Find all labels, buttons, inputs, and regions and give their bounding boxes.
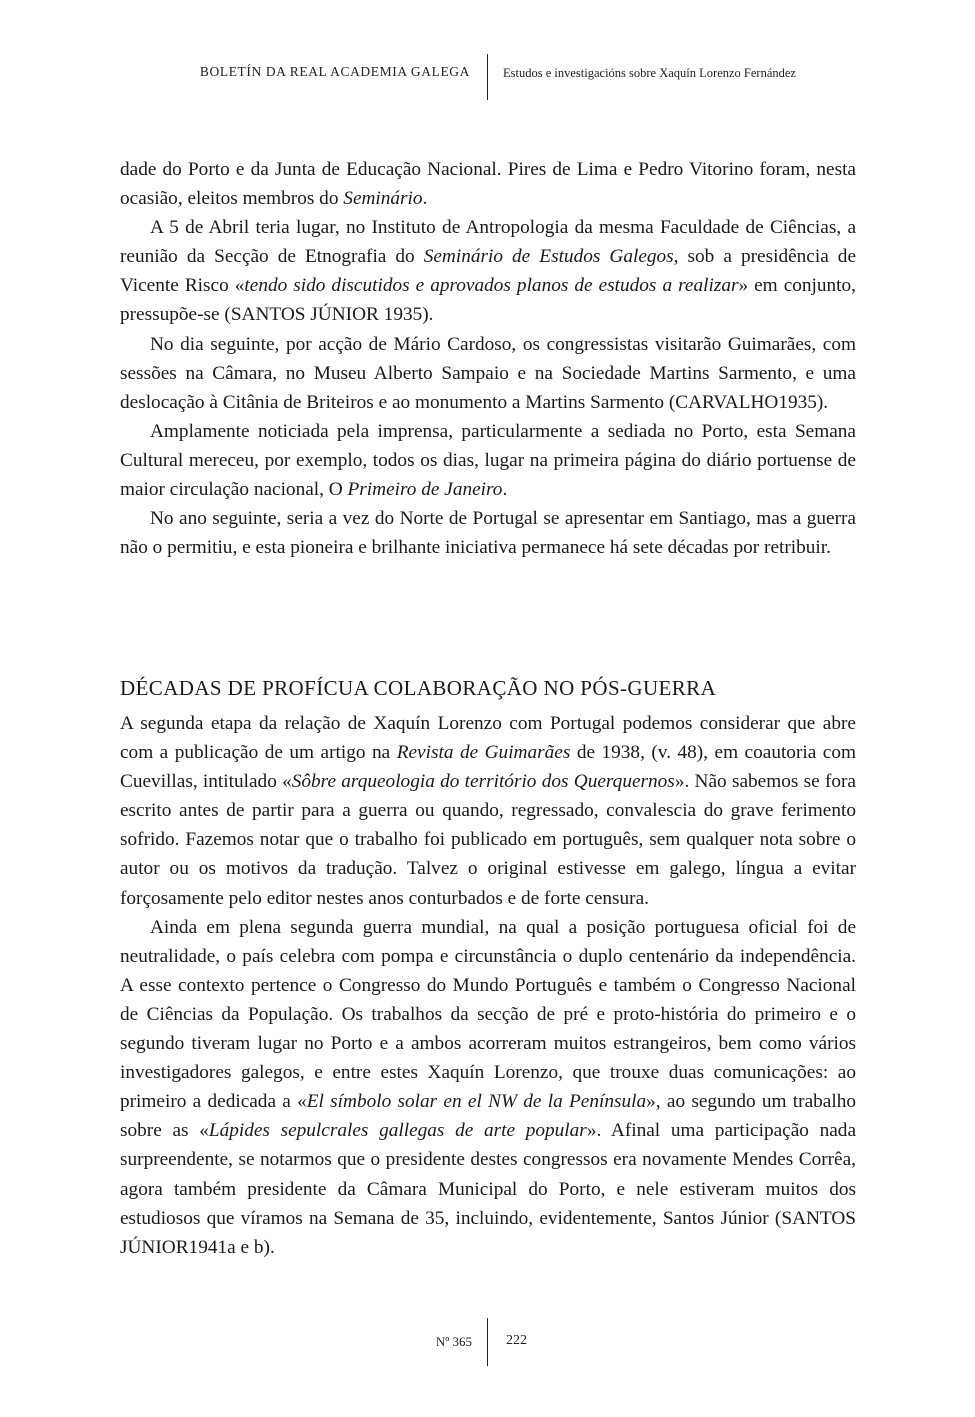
paragraph: A segunda etapa da relação de Xaquín Lorenzo com Portugal podemos considerar que abre com a publicação de um artigo na Revista de Guimarães de 1938, (v. 48), em coautoria com Cuevillas, intitulado «Sôbre arqueologia do território dos Querquernos». Não sabemos se fora escrito antes de partir para a guerra ou quando, regressado, convalescia do grave ferimento sofrido. Fazemos notar que o trabalho foi publicado em português, sem qualquer nota sobre o autor ou os motivos da tradução. Talvez o original estivesse em galego, língua a evitar forçosamente pelo editor nestes anos conturbados e de forte censura. <box>120 713 856 909</box>
section-body-text-block <box>120 709 856 1262</box>
running-header-section: Estudos e investigacións sobre Xaquín Lorenzo Fernández <box>503 66 796 80</box>
header-divider <box>487 54 488 100</box>
paragraph: dade do Porto e da Junta de Educação Nacional. Pires de Lima e Pedro Vitorino foram, nesta ocasião, eleitos membros do Seminário. <box>120 159 856 210</box>
running-header-journal: BOLETÍN DA REAL ACADEMIA GALEGA <box>199 64 470 79</box>
issue-number: Nº 365 <box>435 1334 472 1349</box>
body-text-block <box>120 155 856 562</box>
paragraph: A 5 de Abril teria lugar, no Instituto de Antropologia da mesma Faculdade de Ciências, a reunião da Secção de Etnografia do Seminário de Estudos Galegos, sob a presidência de Vicente Risco «tendo sido discutidos e aprovados planos de estudos a realizar» em conjunto, pressupõe-se (SANTOS JÚNIOR 1935). <box>120 217 857 326</box>
footer-divider <box>487 1318 488 1366</box>
section-heading: DÉCADAS DE PROFÍCUA COLABORAÇÃO NO PÓS-GUERRA <box>120 676 717 700</box>
paragraph: Ainda em plena segunda guerra mundial, na qual a posição portuguesa oficial foi de neutralidade, o país celebra com pompa e circunstância o duplo centenário da independência. A esse contexto pertence o Congresso do Mundo Português e também o Congresso Nacional de Ciências da População. Os trabalhos da secção de pré e proto-história do primeiro e o segundo tiveram lugar no Porto e a ambos acorreram muitos estrangeiros, bem como vários investigadores galegos, e entre estes Xaquín Lorenzo, que trouxe duas comunicações: ao primeiro a dedicada a «El símbolo solar en el NW de la Península», ao segundo um trabalho sobre as «Lápides sepulcrales gallegas de arte popular». Afinal uma participação nada surpreendente, se notarmos que o presidente destes congressos era novamente Mendes Corrêa, agora também presidente da Câmara Municipal do Porto, e nele estiveram muitos dos estudiosos que víramos na Semana de 35, incluindo, evidentemente, Santos Júnior (SANTOS JÚNIOR1941a e b). <box>120 916 856 1258</box>
paragraph: Amplamente noticiada pela imprensa, particularmente a sediada no Porto, esta Semana Cultural mereceu, por exemplo, todos os dias, lugar na primeira página do diário portuense de maior circulação nacional, O Primeiro de Janeiro. <box>120 420 856 501</box>
paragraph: No ano seguinte, seria a vez do Norte de Portugal se apresentar em Santiago, mas a guerra não o permitiu, e esta pioneira e brilhante iniciativa permanece há sete décadas por retribuir. <box>120 508 856 559</box>
page-number: 222 <box>506 1333 527 1348</box>
paragraph: No dia seguinte, por acção de Mário Cardoso, os congressistas visitarão Guimarães, com sessões na Câmara, no Museu Alberto Sampaio e na Sociedade Martins Sarmento, e uma deslocação à Citânia de Briteiros e ao monumento a Martins Sarmento (CARVALHO1935). <box>120 333 856 413</box>
